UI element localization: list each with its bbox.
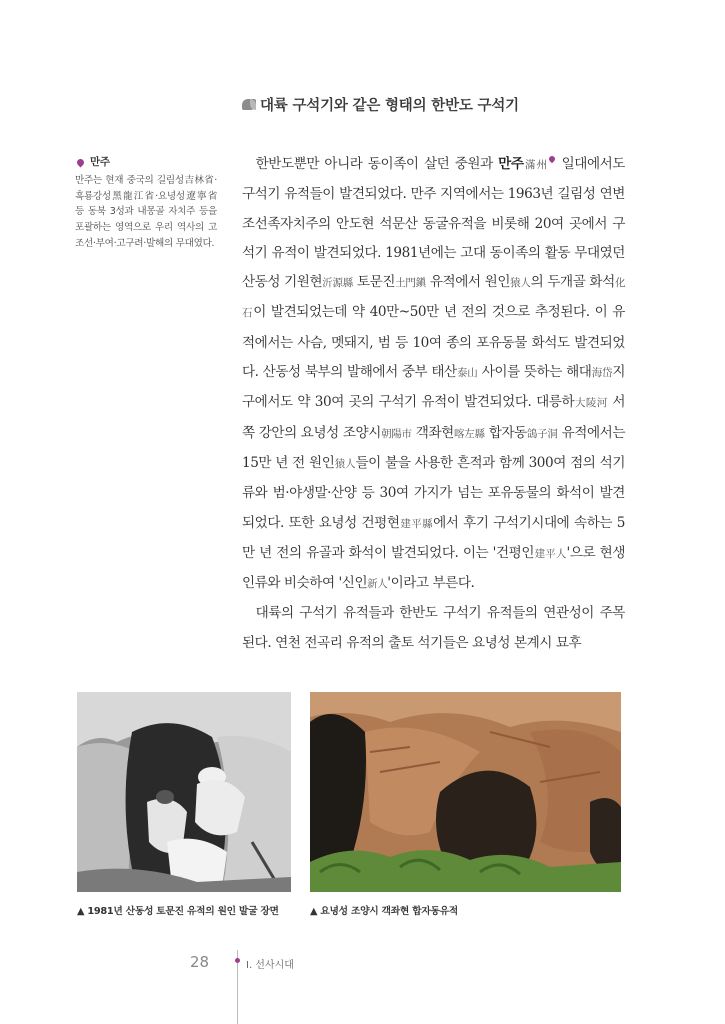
- figure-caption-1: ▲ 1981년 산동성 토문진 유적의 원인 발굴 장면: [77, 906, 279, 917]
- hanja-annotation: 泰山: [456, 367, 478, 380]
- text-run: 합자동: [484, 424, 527, 441]
- hanja-annotation: 滿州: [523, 159, 549, 171]
- note-heading: [75, 155, 217, 171]
- leaf-icon: [242, 99, 256, 110]
- text-run: 일대에서도 구석기 유적들이 발견되었다. 만주 지역에서는 1963년 길림성 연변조선족자치주의 안도현 석문산 동굴유적을 비롯해 20여 곳에서 구석기 유적이 발견되었다. 1981년에는 고대 동이족의 활동 무대였던 산동성 기원현: [242, 156, 625, 291]
- hanja-annotation: 建平人: [534, 547, 567, 560]
- sidebar-note: [75, 155, 217, 252]
- text-run: 사이를 뜻하는 해대: [477, 364, 592, 381]
- hanja-annotation: 海岱: [591, 367, 613, 380]
- paragraph-1: [242, 150, 625, 599]
- footer-dot-icon: [235, 958, 240, 963]
- note-body: 만주는 현재 중국의 길림성吉林省·흑룡강성黑龍江省·요녕성遼寧省 등 동북 3성과 내몽골 자치주 등을 포괄하는 영역으로 우리 역사의 고조선·부여·고구려·발해의 무대였다.: [75, 174, 217, 249]
- chapter-label: I. 선사시대: [246, 960, 294, 971]
- note-term: 만주: [90, 156, 110, 168]
- text-run: 이 발견되었는데 약 40만~50만 년 전의 것으로 추정된다. 이 유적에서는 사슴, 멧돼지, 범 등 10여 종의 포유동물 화석도 발견되었다. 산동성 북부의 발해에서 중부 태산: [242, 304, 625, 381]
- cave-site-photo: [310, 692, 621, 892]
- text-run: '으로 현생 인류와 비슷하여 '신인: [242, 544, 626, 592]
- hanja-annotation: 沂源縣: [322, 277, 353, 290]
- page-number: 28: [190, 953, 210, 971]
- hanja-annotation: 喀左縣: [453, 427, 485, 440]
- text-run: 에서 후기 구석기시대에 속하는 5만 년 전의 유골과 화석이 발견되었다. 이는 '건평인: [242, 514, 626, 561]
- hanja-annotation: 朝陽市: [380, 427, 412, 440]
- hanja-annotation: 建平縣: [399, 517, 434, 530]
- text-run: '이라고 부른다.: [387, 575, 475, 592]
- section-title-text: 대륙 구석기와 같은 형태의 한반도 구석기: [260, 97, 519, 114]
- hanja-annotation: 新人: [367, 578, 388, 591]
- text-run: 지구에서도 약 30여 곳의 구석기 유적이 발견되었다. 대릉하: [242, 364, 626, 411]
- hanja-annotation: 土門鎭: [395, 277, 426, 290]
- text-run: 의 두개골 화석: [530, 274, 615, 291]
- text-run: 유적에서는 15만 년 전 원인: [242, 424, 626, 471]
- text-run: 객좌현: [411, 424, 454, 441]
- pin-icon: [76, 158, 86, 168]
- excavation-photo: [77, 692, 291, 892]
- text-run: 토문진: [352, 274, 396, 291]
- figure-caption-2: ▲ 요녕성 조양시 객좌현 합자동유적: [310, 906, 458, 917]
- text-run: 유적에서 원인: [425, 274, 511, 291]
- text-run: 한반도뿐만 아니라 동이족이 살던 중원과: [255, 156, 499, 172]
- text-run: 들이 불을 사용한 흔적과 함께 300여 점의 석기류와 범·야생말·산양 등 30여 가지가 넘는 포유동물의 화석이 발견되었다. 또한 요녕성 건평현: [242, 454, 626, 531]
- body-text: [242, 150, 625, 658]
- text-run: 서쪽 강안의 요녕성 조양시: [242, 394, 626, 441]
- paragraph-2: 대륙의 구석기 유적들과 한반도 구석기 유적들의 연관성이 주목된다. 연천 전곡리 유적의 출토 석기들은 요녕성 본계시 묘후: [242, 605, 625, 651]
- hanja-annotation: 鴿子洞: [526, 427, 558, 440]
- hanja-annotation: 大陵河: [574, 397, 608, 410]
- hanja-annotation: 猿人: [334, 457, 356, 470]
- term-manchuria: 만주: [498, 156, 524, 172]
- hanja-annotation: 化石: [242, 277, 625, 320]
- section-title: [242, 92, 662, 116]
- hanja-annotation: 猿人: [510, 277, 531, 290]
